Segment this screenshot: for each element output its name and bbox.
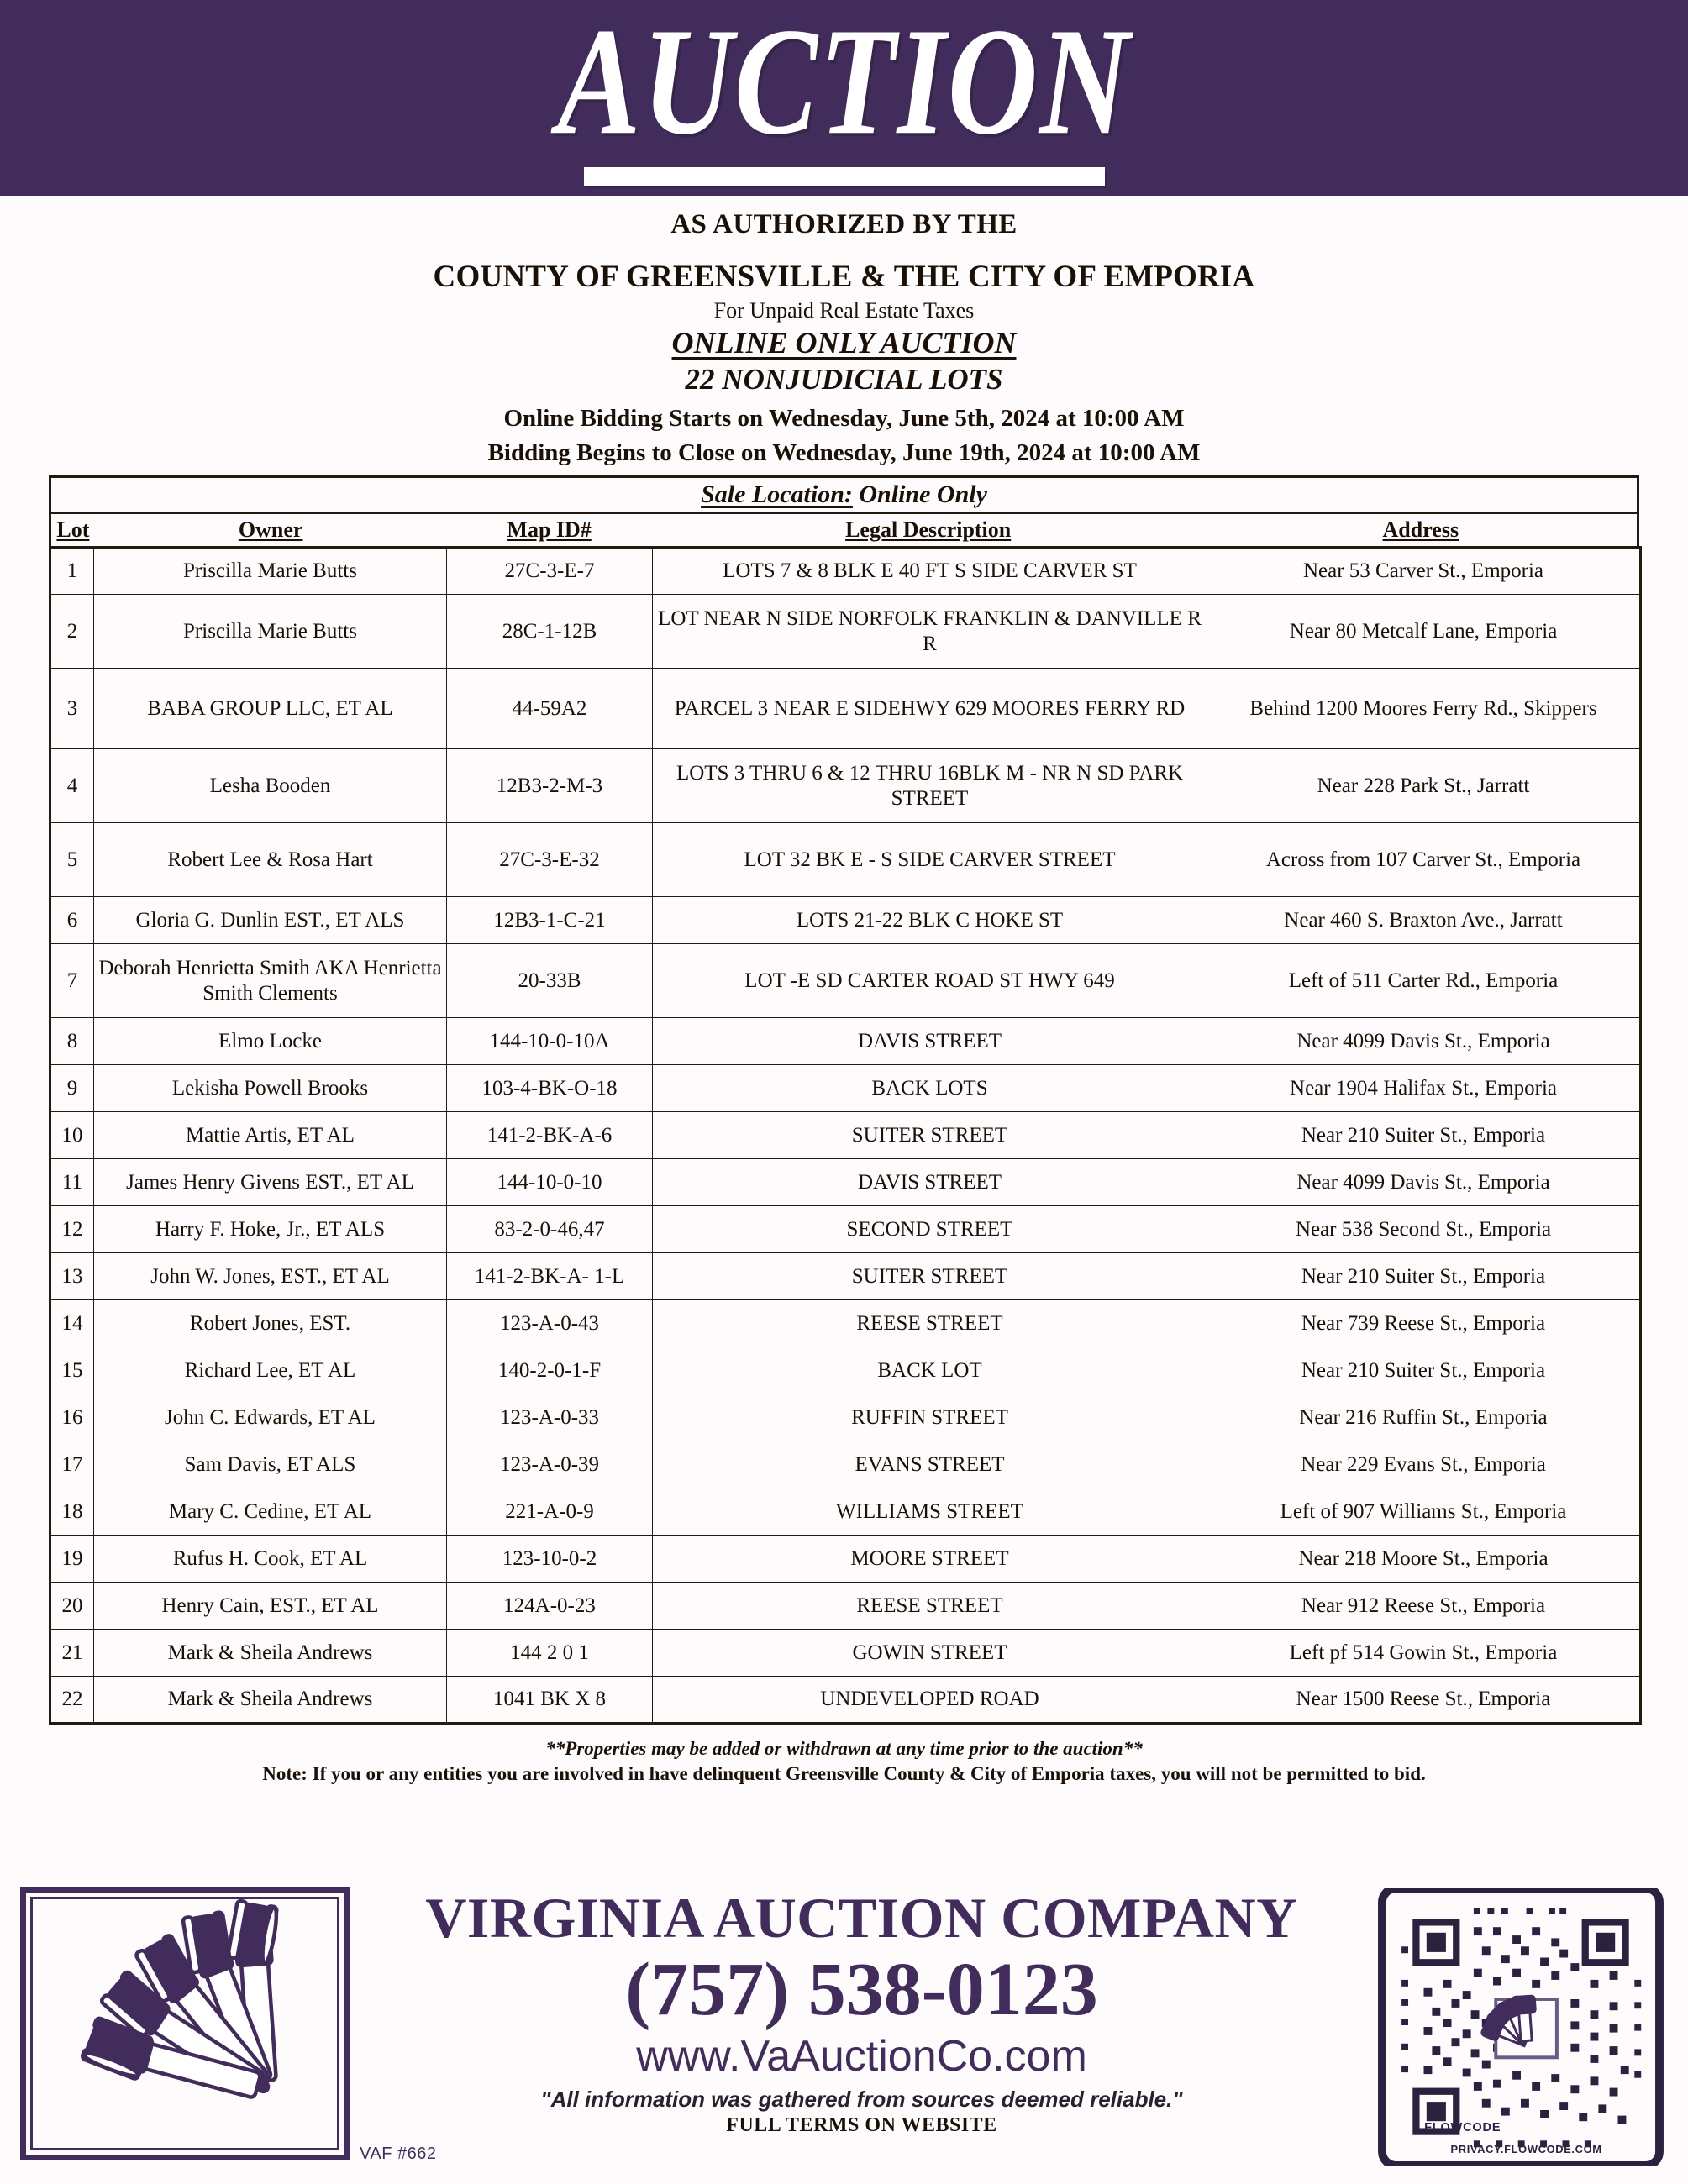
table-row[interactable]	[50, 1159, 1641, 1206]
banner-title: AUCTION	[556, 0, 1132, 167]
cell-owner: Mattie Artis, ET AL	[94, 1112, 447, 1159]
cell-lot: 9	[50, 1065, 94, 1112]
cell-owner: Sam Davis, ET ALS	[94, 1441, 447, 1488]
table-row[interactable]	[50, 1630, 1641, 1677]
cell-owner: Lesha Booden	[94, 749, 447, 823]
table-row[interactable]	[50, 1253, 1641, 1300]
cell-legal: SUITER STREET	[653, 1253, 1207, 1300]
table-row[interactable]	[50, 1347, 1641, 1394]
footer	[0, 1883, 1688, 2184]
table-column-headers	[49, 514, 1639, 546]
banner-underline-bar	[584, 167, 1105, 186]
cell-address: Near 210 Suiter St., Emporia	[1207, 1347, 1641, 1394]
cell-map-id: 221-A-0-9	[447, 1488, 653, 1536]
cell-owner: Harry F. Hoke, Jr., ET ALS	[94, 1206, 447, 1253]
cell-address: Near 912 Reese St., Emporia	[1207, 1583, 1641, 1630]
cell-lot: 14	[50, 1300, 94, 1347]
cell-lot: 16	[50, 1394, 94, 1441]
cell-address: Near 80 Metcalf Lane, Emporia	[1207, 595, 1641, 669]
cell-map-id: 123-A-0-33	[447, 1394, 653, 1441]
cell-legal: WILLIAMS STREET	[653, 1488, 1207, 1536]
cell-map-id: 141-2-BK-A-6	[447, 1112, 653, 1159]
cell-legal: LOTS 3 THRU 6 & 12 THRU 16BLK M - NR N SD PARK STREET	[653, 749, 1207, 823]
table-row[interactable]	[50, 1536, 1641, 1583]
cell-map-id: 123-A-0-43	[447, 1300, 653, 1347]
cell-address: Near 4099 Davis St., Emporia	[1207, 1018, 1641, 1065]
cell-owner: Lekisha Powell Brooks	[94, 1065, 447, 1112]
table-row[interactable]	[50, 1441, 1641, 1488]
cell-address: Near 460 S. Braxton Ave., Jarratt	[1207, 897, 1641, 944]
cell-owner: Rufus H. Cook, ET AL	[94, 1536, 447, 1583]
cell-legal: LOT NEAR N SIDE NORFOLK FRANKLIN & DANVILLE R R	[653, 595, 1207, 669]
cell-owner: Priscilla Marie Butts	[94, 548, 447, 595]
authority-line: COUNTY OF GREENSVILLE & THE CITY OF EMPORIA	[433, 260, 1255, 294]
cell-lot: 1	[50, 548, 94, 595]
cell-map-id: 103-4-BK-O-18	[447, 1065, 653, 1112]
cell-owner: Priscilla Marie Butts	[94, 595, 447, 669]
cell-lot: 13	[50, 1253, 94, 1300]
cell-map-id: 144 2 0 1	[447, 1630, 653, 1677]
cell-address: Behind 1200 Moores Ferry Rd., Skippers	[1207, 669, 1641, 749]
cell-legal: DAVIS STREET	[653, 1159, 1207, 1206]
sale-location-label: Sale Location:	[701, 480, 853, 508]
column-header-lot: Lot	[56, 517, 90, 542]
cell-legal: REESE STREET	[653, 1300, 1207, 1347]
cell-legal: RUFFIN STREET	[653, 1394, 1207, 1441]
cell-legal: REESE STREET	[653, 1583, 1207, 1630]
authorized-by-line: AS AUTHORIZED BY THE	[670, 209, 1018, 239]
footer-notes	[0, 1738, 1688, 1785]
cell-address: Near 739 Reese St., Emporia	[1207, 1300, 1641, 1347]
cell-lot: 7	[50, 944, 94, 1018]
qr-code-icon[interactable]	[1374, 1888, 1668, 2166]
cell-legal: LOTS 7 & 8 BLK E 40 FT S SIDE CARVER ST	[653, 548, 1207, 595]
header-block	[0, 196, 1688, 467]
table-row[interactable]	[50, 897, 1641, 944]
license-number: VAF #662	[360, 2145, 437, 2163]
cell-lot: 19	[50, 1536, 94, 1583]
cell-owner: Mary C. Cedine, ET AL	[94, 1488, 447, 1536]
cell-owner: John C. Edwards, ET AL	[94, 1394, 447, 1441]
table-row[interactable]	[50, 1206, 1641, 1253]
company-contact-block	[350, 1883, 1374, 2137]
lots-table-body	[50, 548, 1641, 1724]
cell-map-id: 20-33B	[447, 944, 653, 1018]
lots-table-wrapper	[49, 475, 1639, 1725]
cell-lot: 21	[50, 1630, 94, 1677]
cell-map-id: 28C-1-12B	[447, 595, 653, 669]
cell-address: Near 216 Ruffin St., Emporia	[1207, 1394, 1641, 1441]
cell-map-id: 12B3-2-M-3	[447, 749, 653, 823]
cell-legal: UNDEVELOPED ROAD	[653, 1677, 1207, 1724]
cell-map-id: 27C-3-E-32	[447, 823, 653, 897]
lots-table	[49, 546, 1642, 1725]
full-terms-note: FULL TERMS ON WEBSITE	[726, 2113, 997, 2136]
qr-brand-label: FLOWCODE	[1424, 2120, 1501, 2134]
cell-legal: BACK LOTS	[653, 1065, 1207, 1112]
cell-address: Left pf 514 Gowin St., Emporia	[1207, 1630, 1641, 1677]
cell-address: Near 210 Suiter St., Emporia	[1207, 1253, 1641, 1300]
table-row[interactable]	[50, 1583, 1641, 1630]
cell-owner: Mark & Sheila Andrews	[94, 1630, 447, 1677]
cell-address: Near 4099 Davis St., Emporia	[1207, 1159, 1641, 1206]
company-logo-frame	[20, 1887, 350, 2160]
cell-map-id: 1041 BK X 8	[447, 1677, 653, 1724]
cell-owner: Elmo Locke	[94, 1018, 447, 1065]
table-row[interactable]	[50, 669, 1641, 749]
cell-map-id: 123-A-0-39	[447, 1441, 653, 1488]
cell-legal: SECOND STREET	[653, 1206, 1207, 1253]
cell-legal: LOT -E SD CARTER ROAD ST HWY 649	[653, 944, 1207, 1018]
bidding-starts-line: Online Bidding Starts on Wednesday, June 5th, 2024 at 10:00 AM	[503, 405, 1185, 432]
column-header-legal-description: Legal Description	[845, 517, 1012, 542]
table-row[interactable]	[50, 1394, 1641, 1441]
company-name: VIRGINIA AUCTION COMPANY	[425, 1886, 1298, 1950]
auction-type-line: ONLINE ONLY AUCTION	[671, 326, 1017, 360]
column-header-address: Address	[1382, 517, 1459, 542]
cell-legal: EVANS STREET	[653, 1441, 1207, 1488]
sale-location-text	[701, 480, 987, 509]
column-header-map-id: Map ID#	[507, 517, 592, 542]
cell-legal: DAVIS STREET	[653, 1018, 1207, 1065]
company-logo-inner-frame	[30, 1897, 339, 2150]
cell-map-id: 12B3-1-C-21	[447, 897, 653, 944]
sale-location-value: Online Only	[859, 480, 987, 508]
table-row[interactable]	[50, 1018, 1641, 1065]
table-row[interactable]	[50, 1677, 1641, 1724]
cell-map-id: 144-10-0-10A	[447, 1018, 653, 1065]
lot-count-line: 22 NONJUDICIAL LOTS	[685, 363, 1003, 396]
cell-address: Near 229 Evans St., Emporia	[1207, 1441, 1641, 1488]
cell-legal: GOWIN STREET	[653, 1630, 1207, 1677]
cell-lot: 22	[50, 1677, 94, 1724]
cell-map-id: 140-2-0-1-F	[447, 1347, 653, 1394]
cell-lot: 2	[50, 595, 94, 669]
cell-address: Near 1500 Reese St., Emporia	[1207, 1677, 1641, 1724]
cell-lot: 18	[50, 1488, 94, 1536]
cell-lot: 8	[50, 1018, 94, 1065]
cell-lot: 3	[50, 669, 94, 749]
table-row[interactable]	[50, 1300, 1641, 1347]
cell-legal: MOORE STREET	[653, 1536, 1207, 1583]
gavel-logo-icon	[33, 1899, 337, 2148]
table-row[interactable]	[50, 1065, 1641, 1112]
cell-legal: LOTS 21-22 BLK C HOKE ST	[653, 897, 1207, 944]
cell-address: Near 53 Carver St., Emporia	[1207, 548, 1641, 595]
cell-address: Left of 511 Carter Rd., Emporia	[1207, 944, 1641, 1018]
cell-lot: 15	[50, 1347, 94, 1394]
cell-map-id: 123-10-0-2	[447, 1536, 653, 1583]
cell-lot: 20	[50, 1583, 94, 1630]
cell-owner: Robert Lee & Rosa Hart	[94, 823, 447, 897]
reason-line: For Unpaid Real Estate Taxes	[713, 298, 975, 323]
cell-map-id: 124A-0-23	[447, 1583, 653, 1630]
cell-map-id: 141-2-BK-A- 1-L	[447, 1253, 653, 1300]
qr-code[interactable]	[1374, 1888, 1668, 2166]
cell-address: Left of 907 Williams St., Emporia	[1207, 1488, 1641, 1536]
cell-address: Across from 107 Carver St., Emporia	[1207, 823, 1641, 897]
cell-legal: PARCEL 3 NEAR E SIDEHWY 629 MOORES FERRY RD	[653, 669, 1207, 749]
cell-owner: Gloria G. Dunlin EST., ET ALS	[94, 897, 447, 944]
cell-address: Near 538 Second St., Emporia	[1207, 1206, 1641, 1253]
cell-lot: 6	[50, 897, 94, 944]
table-row[interactable]	[50, 595, 1641, 669]
table-row[interactable]	[50, 1488, 1641, 1536]
cell-map-id: 44-59A2	[447, 669, 653, 749]
table-row[interactable]	[50, 749, 1641, 823]
table-row[interactable]	[50, 823, 1641, 897]
sources-disclaimer: "All information was gathered from sources deemed reliable."	[540, 2086, 1183, 2112]
table-row[interactable]	[50, 1112, 1641, 1159]
table-row[interactable]	[50, 548, 1641, 595]
cell-owner: BABA GROUP LLC, ET AL	[94, 669, 447, 749]
cell-owner: Richard Lee, ET AL	[94, 1347, 447, 1394]
sale-location-box	[49, 475, 1639, 514]
bidding-closes-line: Bidding Begins to Close on Wednesday, June 19th, 2024 at 10:00 AM	[487, 439, 1201, 466]
cell-owner: Robert Jones, EST.	[94, 1300, 447, 1347]
delinquent-taxes-note: Note: If you or any entities you are involved in have delinquent Greensville County & City of Emporia taxes, you will not be permitted to bid.	[262, 1763, 1426, 1784]
cell-owner: Deborah Henrietta Smith AKA Henrietta Smith Clements	[94, 944, 447, 1018]
company-phone[interactable]: (757) 538-0123	[625, 1948, 1098, 2032]
cell-legal: LOT 32 BK E - S SIDE CARVER STREET	[653, 823, 1207, 897]
cell-lot: 4	[50, 749, 94, 823]
column-header-owner: Owner	[238, 517, 303, 542]
cell-owner: John W. Jones, EST., ET AL	[94, 1253, 447, 1300]
cell-lot: 12	[50, 1206, 94, 1253]
cell-address: Near 210 Suiter St., Emporia	[1207, 1112, 1641, 1159]
cell-legal: SUITER STREET	[653, 1112, 1207, 1159]
qr-privacy-label: PRIVACY.FLOWCODE.COM	[1450, 2143, 1602, 2156]
cell-owner: Mark & Sheila Andrews	[94, 1677, 447, 1724]
cell-lot: 17	[50, 1441, 94, 1488]
cell-owner: James Henry Givens EST., ET AL	[94, 1159, 447, 1206]
cell-map-id: 27C-3-E-7	[447, 548, 653, 595]
cell-address: Near 218 Moore St., Emporia	[1207, 1536, 1641, 1583]
properties-disclaimer-note: **Properties may be added or withdrawn at any time prior to the auction**	[545, 1738, 1143, 1759]
cell-address: Near 1904 Halifax St., Emporia	[1207, 1065, 1641, 1112]
cell-lot: 10	[50, 1112, 94, 1159]
cell-lot: 11	[50, 1159, 94, 1206]
cell-map-id: 144-10-0-10	[447, 1159, 653, 1206]
cell-lot: 5	[50, 823, 94, 897]
cell-legal: BACK LOT	[653, 1347, 1207, 1394]
company-website-link[interactable]: www.VaAuctionCo.com	[636, 2032, 1087, 2082]
cell-address: Near 228 Park St., Jarratt	[1207, 749, 1641, 823]
cell-owner: Henry Cain, EST., ET AL	[94, 1583, 447, 1630]
cell-map-id: 83-2-0-46,47	[447, 1206, 653, 1253]
table-row[interactable]	[50, 944, 1641, 1018]
auction-banner	[0, 0, 1688, 196]
